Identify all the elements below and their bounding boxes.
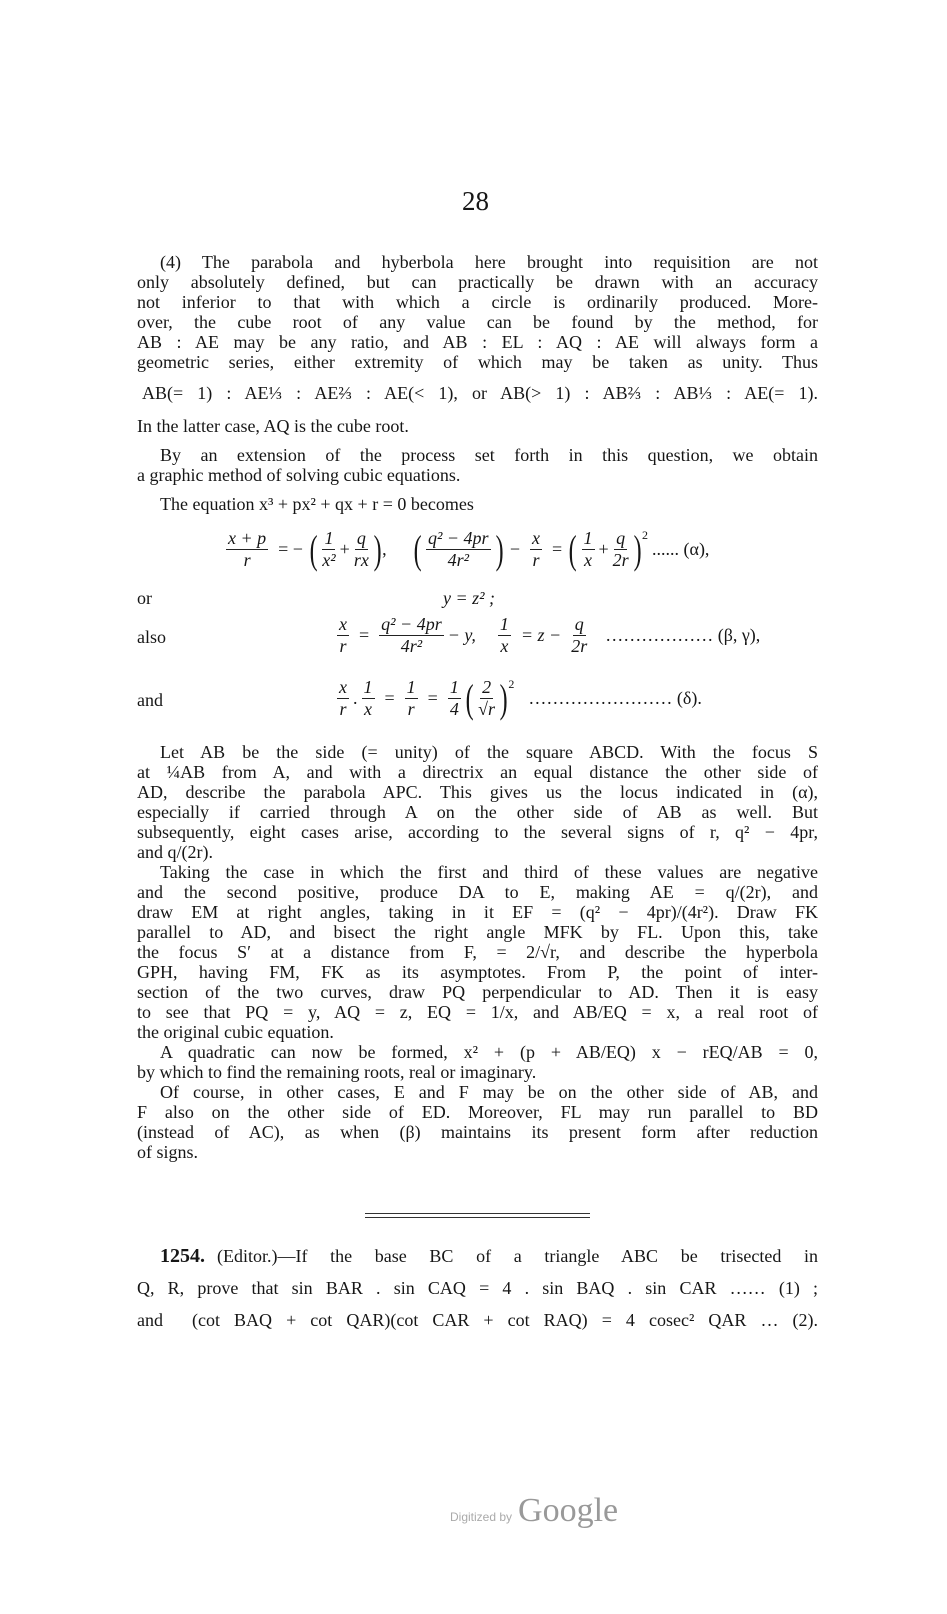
- equation-y-z: y = z² ;: [443, 588, 496, 608]
- page-number: 28: [462, 186, 489, 216]
- text-line: geometric series, either extremity of which may be taken as unity. Thus: [137, 352, 818, 372]
- watermark-prefix: Digitized by: [450, 1510, 513, 1524]
- text-line: draw EM at right angles, taking in it EF = (q² − 4pr)/(4r²). Draw FK: [137, 902, 818, 922]
- section-divider: [365, 1213, 590, 1214]
- text-line: GPH, having FM, FK as its asymptotes. From P, the point of inter-: [137, 962, 818, 982]
- text-line: subsequently, eight cases arise, according to the several signs of r, q² − 4pr,: [137, 822, 818, 842]
- text-line: at ¼AB from A, and with a directrix an equal distance the other side of: [137, 762, 818, 782]
- equation-beta-gamma: $\frac{x}{r}$ = $\frac{\text{q² − 4pr}}{\text{4r²}}$ − y, $\frac{1}{x}$ = z − $\frac{q}{2r}$ ……………… (β, γ),: [339, 614, 761, 656]
- equation-also-label: also: [137, 627, 166, 647]
- text-line: of signs.: [137, 1142, 199, 1162]
- text-line: Let AB be the side (= unity) of the square ABCD. With the focus S: [160, 742, 818, 762]
- equation-alpha: $\frac{x + p}{r}$ = − ( 1 x² + $\frac{q}{rx}$ ) , ( q² − 4pr 4r² ) − $\frac{x}{r}$ = ( 1 x + $\frac{q}{2r}$ ) $^2$ ...... (α),: [228, 526, 710, 572]
- equation-intro: The equation x³ + px² + qx + r = 0 becomes: [160, 494, 474, 514]
- text-line: to see that PQ = y, AQ = z, EQ = 1/x, and AB/EQ = x, a real root of: [137, 1002, 818, 1022]
- ratio-equation: AB(= 1) : AE⅓ : AE⅔ : AE(< 1), or AB(> 1) : AB⅔ : AB⅓ : AE(= 1).: [142, 383, 818, 403]
- text-line: (instead of AC), as when (β) maintains its present form after reduction: [137, 1122, 818, 1142]
- text-line: By an extension of the process set forth in this question, we obtain: [160, 445, 818, 465]
- text-line: over, the cube root of any value can be found by the method, for: [137, 312, 818, 332]
- text-line: section of the two curves, draw PQ perpendicular to AD. Then it is easy: [137, 982, 818, 1002]
- text-line: A quadratic can now be formed, x² + (p + AB/EQ) x − rEQ/AB = 0,: [160, 1042, 818, 1062]
- text-line: Of course, in other cases, E and F may be on the other side of AB, and: [160, 1082, 818, 1102]
- equation-or-label: or: [137, 588, 152, 608]
- equation-and-label: and: [137, 690, 163, 710]
- equation-delta: x r . $\frac{1}{x}$ = $\frac{1}{r}$ = $\frac{1}{4}$ ( 2 √r ) $^2$ …………………… (δ).: [339, 675, 702, 721]
- text-line: especially if carried through A on the other side of AB as well. But: [137, 802, 818, 822]
- text-line: AD, describe the parabola APC. This gives us the locus indicated in (α),: [137, 782, 818, 802]
- question-number: 1254.: [160, 1245, 205, 1267]
- text-line: AB : AE may be any ratio, and AB : EL : AQ : AE will always form a: [137, 332, 818, 352]
- text-line: parallel to AD, and bisect the right angle MFK by FL. Upon this, take: [137, 922, 818, 942]
- text-line: only absolutely defined, but can practically be drawn with an accuracy: [137, 272, 818, 292]
- text-line: by which to find the remaining roots, real or imaginary.: [137, 1062, 537, 1082]
- text-line: the original cubic equation.: [137, 1022, 334, 1042]
- digitized-by-google-watermark: [450, 1492, 618, 1530]
- text-line: a graphic method of solving cubic equations.: [137, 465, 461, 485]
- text-line: the focus S′ at a distance from F, = 2/√r, and describe the hyperbola: [137, 942, 818, 962]
- text-line: F also on the other side of ED. Moreover, FL may run parallel to BD: [137, 1102, 818, 1122]
- text-line: and the second positive, produce DA to E, making AE = q/(2r), and: [137, 882, 818, 902]
- text-line: (cot BAQ + cot QAR)(cot CAR + cot RAQ) = 4 cosec² QAR … (2).: [192, 1310, 818, 1330]
- text-line: and q/(2r).: [137, 842, 213, 862]
- text-line: Q, R, prove that sin BAR . sin CAQ = 4 . sin BAQ . sin CAR …… (1) ;: [137, 1278, 818, 1298]
- section-divider: [365, 1217, 590, 1218]
- google-logo: Google: [518, 1492, 619, 1529]
- text-line: In the latter case, AQ is the cube root.: [137, 416, 409, 436]
- text-line: and: [137, 1310, 163, 1330]
- text-line: not inferior to that with which a circle is ordinarily produced. More-: [137, 292, 818, 312]
- text-line: (Editor.)—If the base BC of a triangle ABC be trisected in: [217, 1246, 818, 1266]
- text-line: (4) The parabola and hyberbola here brought into requisition are not: [160, 252, 818, 272]
- text-line: Taking the case in which the first and third of these values are negative: [160, 862, 818, 882]
